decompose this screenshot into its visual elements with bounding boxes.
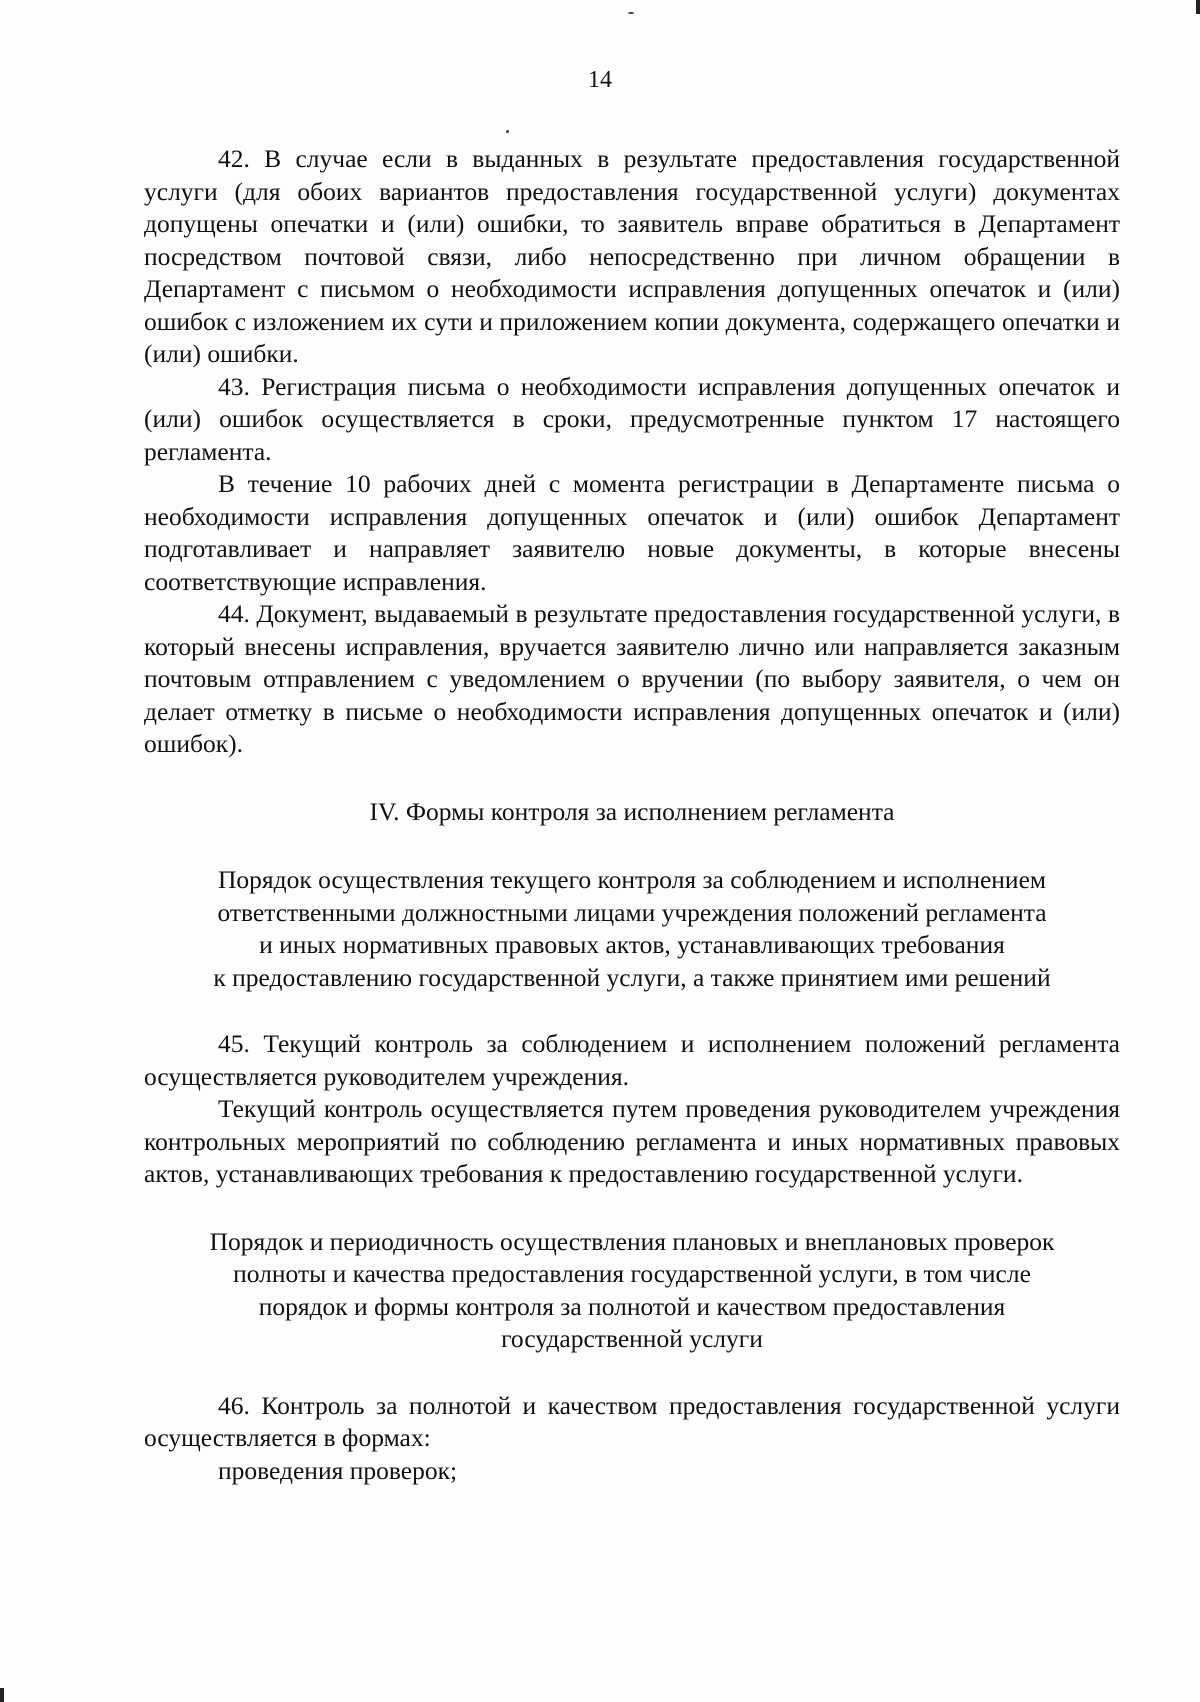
section-title: IV. Формы контроля за исполнением регламента	[369, 796, 895, 826]
scan-speck	[628, 12, 634, 14]
subsection-title-line: государственной услуги	[501, 1324, 763, 1353]
scan-speck	[506, 130, 509, 133]
paragraph-42: 42. В случае если в выданных в результате предоставления государственной услуги (для обоих вариантов предоставления государственной услуги) документах допущены опечатки и (или) ошибки, то заявитель вправе обратиться в Департамент посредством почтовой связи, либо непосредственно при личном обращении в Департамент с письмом о необходимости исправления допущенных опечаток и (или) ошибок с изложением их сути и приложением копии документа, содержащего опечатки и (или) ошибки.	[144, 144, 1120, 368]
subsection-title-line: и иных нормативных правовых актов, устанавливающих требования	[259, 930, 1005, 959]
scan-edge-mark	[1196, 0, 1200, 14]
subsection-title-line: полноты и качества предоставления государственной услуги, в том числе	[233, 1259, 1031, 1288]
paragraph-43: 43. Регистрация письма о необходимости исправления допущенных опечаток и (или) ошибок осуществляется в сроки, предусмотренные пунктом 17 настоящего регламента.	[144, 371, 1120, 466]
subsection-title-line: Порядок и периодичность осуществления плановых и внеплановых проверок	[209, 1226, 1055, 1256]
paragraph-44: 44. Документ, выдаваемый в результате предоставления государственной услуги, в который внесены исправления, вручается заявителю лично или направляется заказным почтовым отправлением с уведомлением о вручении (по выбору заявителя, о чем он делает отметку в письме о необходимости исправления допущенных опечаток и (или) ошибок).	[144, 599, 1120, 758]
subsection-title-current-control	[144, 864, 1120, 994]
paragraph-43-continuation: В течение 10 рабочих дней с момента регистрации в Департаменте письма о необходимости исправления допущенных опечаток и (или) ошибок Департамент подготавливает и направляет заявителю новые документы, в которые внесены соответствующие исправления.	[144, 469, 1120, 596]
subsection-title-line: Порядок осуществления текущего контроля за соблюдением и исполнением	[217, 865, 1047, 894]
list-item: проведения проверок;	[218, 1455, 458, 1485]
scan-edge-mark	[0, 1688, 4, 1702]
page-number: 14	[588, 67, 612, 93]
subsection-title-line: порядок и формы контроля за полнотой и качеством предоставления	[258, 1291, 1006, 1321]
subsection-title-inspections	[144, 1226, 1120, 1356]
subsection-title-line: ответственными должностными лицами учреждения положений регламента	[217, 897, 1047, 927]
paragraph-46: 46. Контроль за полнотой и качеством предоставления государственной услуги осуществляется в формах:	[144, 1390, 1120, 1452]
paragraph-45-continuation: Текущий контроль осуществляется путем проведения руководителем учреждения контрольных мероприятий по соблюдению регламента и иных нормативных правовых актов, устанавливающих требования к предоставлению государственной услуги.	[144, 1094, 1120, 1188]
subsection-title-line: к предоставлению государственной услуги, а также принятием ими решений	[213, 962, 1051, 992]
paragraph-45: 45. Текущий контроль за соблюдением и исполнением положений регламента осуществляется руководителем учреждения.	[144, 1029, 1120, 1091]
document-body	[144, 143, 1120, 1487]
